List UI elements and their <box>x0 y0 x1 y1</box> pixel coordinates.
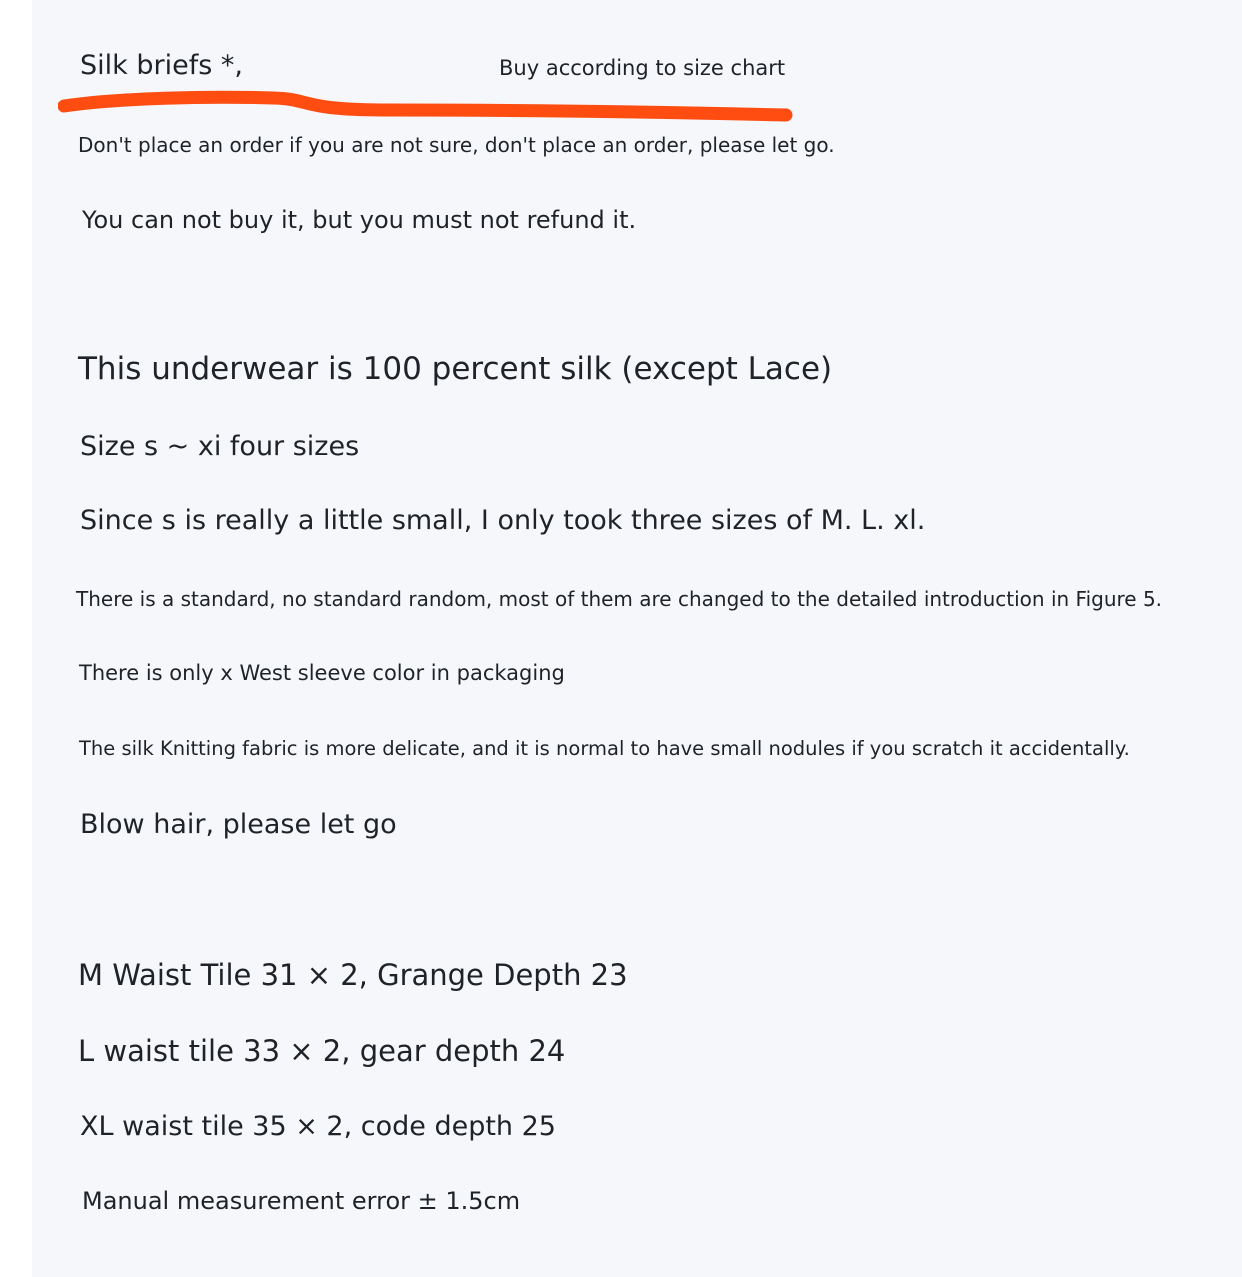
standard-text: There is a standard, no standard random, most of them are changed to the detailed introduction in Figure 5. <box>76 587 1163 611</box>
measurement-xl: XL waist tile 35 × 2, code depth 25 <box>80 1111 556 1142</box>
measurement-error: Manual measurement error ± 1.5cm <box>82 1187 521 1215</box>
notice-no-refund: You can not buy it, but you must not refund it. <box>82 206 637 234</box>
content-panel <box>32 0 1242 1277</box>
size-chart-note: Buy according to size chart <box>499 56 786 80</box>
packaging-text: There is only x West sleeve color in packaging <box>79 661 565 685</box>
sizes-taken-text: Since s is really a little small, I only took three sizes of M. L. xl. <box>80 505 926 536</box>
notice-not-sure: Don't place an order if you are not sure, don't place an order, please let go. <box>78 133 835 157</box>
sizes-text: Size s ~ xi four sizes <box>80 431 360 462</box>
product-title: Silk briefs *, <box>80 50 243 81</box>
fabric-text: The silk Knitting fabric is more delicate, and it is normal to have small nodules if you scratch it accidentally. <box>79 737 1130 760</box>
orange-marker-stroke <box>58 84 798 124</box>
blow-hair-text: Blow hair, please let go <box>80 809 397 840</box>
material-text: This underwear is 100 percent silk (except Lace) <box>78 351 833 387</box>
measurement-l: L waist tile 33 × 2, gear depth 24 <box>78 1034 566 1068</box>
measurement-m: M Waist Tile 31 × 2, Grange Depth 23 <box>78 958 628 992</box>
